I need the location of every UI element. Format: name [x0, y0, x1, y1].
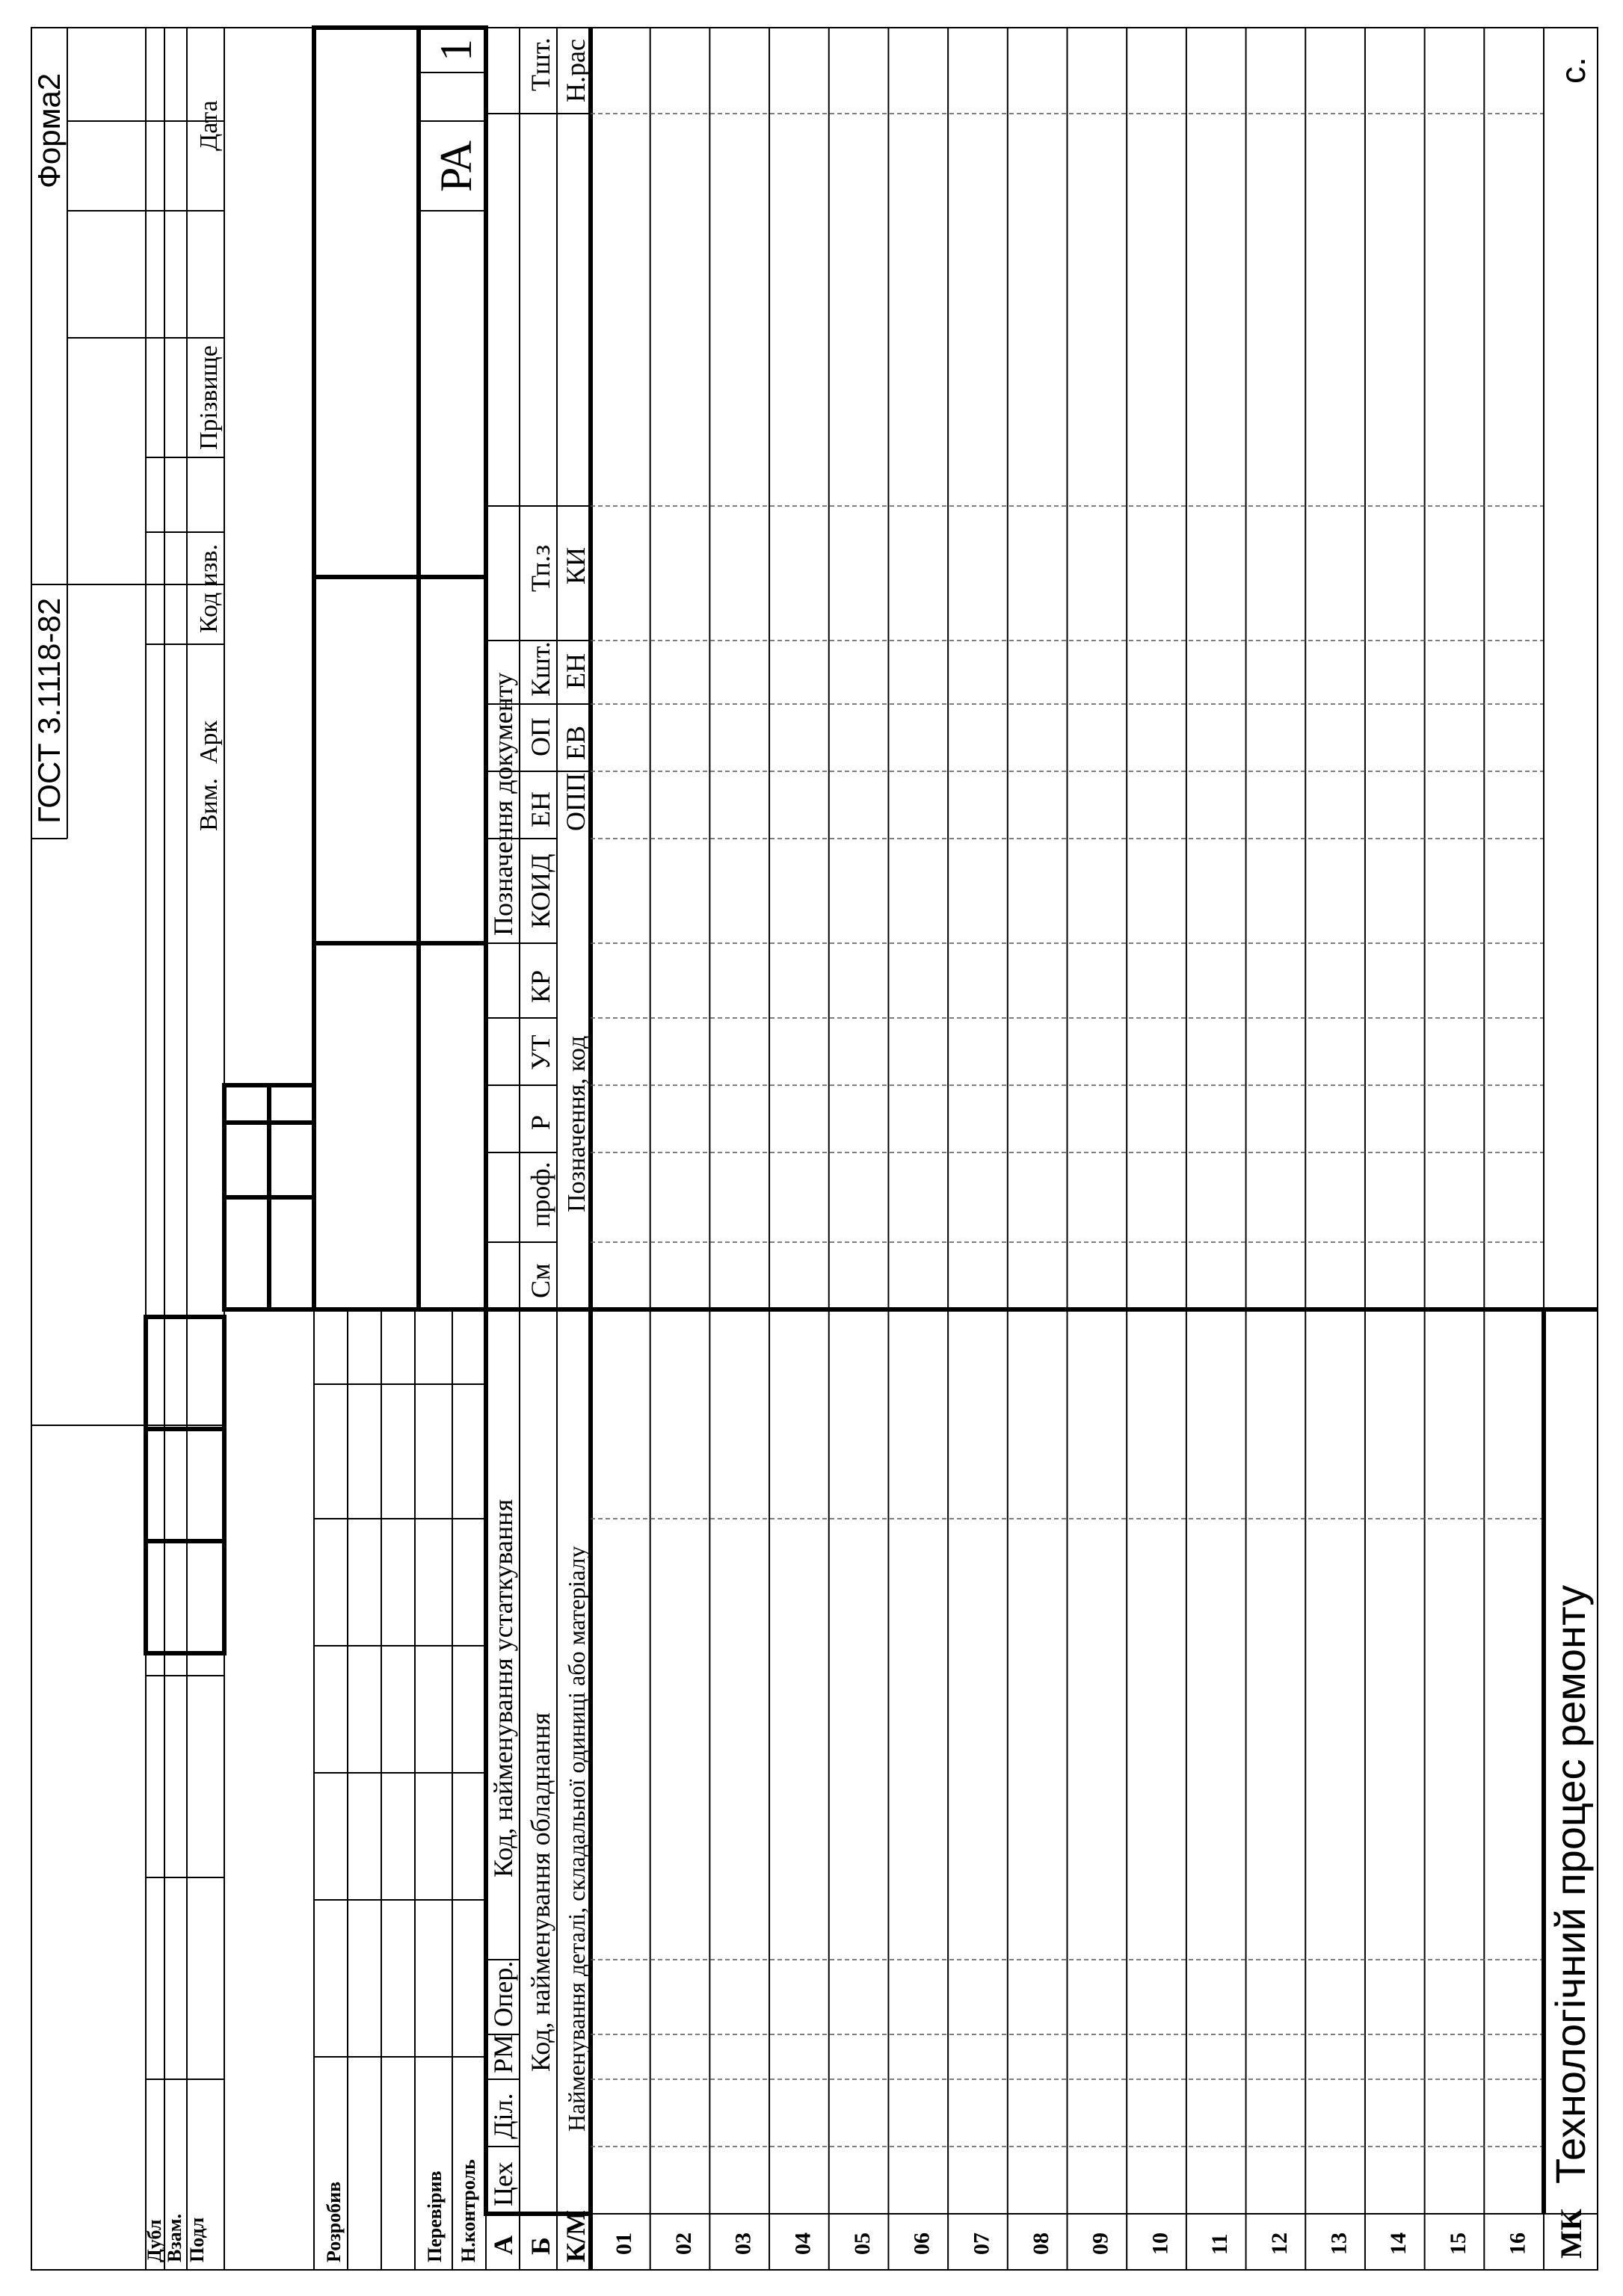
row-number: 09: [1088, 2232, 1113, 2255]
sheet-number: 1: [431, 39, 481, 61]
doc-code: МК: [1554, 2209, 1588, 2259]
outer-frame: [31, 28, 1598, 2270]
header-row-b: [526, 1712, 555, 2255]
podl-label: Подл: [186, 2217, 208, 2262]
row-number: 08: [1029, 2232, 1053, 2255]
row-number: 12: [1266, 2232, 1292, 2255]
row-number: 06: [909, 2232, 934, 2255]
dil-header: Діл.: [488, 2093, 518, 2139]
row-numbers: [612, 2232, 1530, 2255]
poznach-doc-header: Позначення документу: [488, 672, 518, 936]
doc-title: Технологічний процес ремонту: [1547, 1584, 1594, 2184]
row-b-code: Б: [526, 2237, 555, 2255]
koid-header: КОИД: [526, 854, 555, 928]
prof-header: проф.: [526, 1161, 555, 1227]
approvals: [323, 2159, 479, 2262]
rm-header: РМ: [488, 2034, 518, 2073]
kod-izv-label: Код изв.: [195, 544, 223, 633]
data-label: Дата: [195, 100, 223, 151]
nras-header: Н.рас: [561, 39, 591, 102]
r-header: Р: [526, 1114, 555, 1130]
kr-header: КР: [526, 969, 555, 1003]
form-name: Форма2: [31, 72, 67, 188]
row-number: 05: [849, 2232, 875, 2255]
gost-label: ГОСТ 3.1118-82: [31, 597, 67, 824]
ksht-header: Кшт.: [526, 641, 555, 697]
ev-header: ЕВ: [561, 725, 591, 760]
row-number: 02: [671, 2232, 696, 2255]
prizvyshche-label: Прізвище: [195, 345, 223, 450]
ki-header: КИ: [561, 546, 591, 584]
doc-type: РА: [431, 140, 481, 192]
row-number: 13: [1326, 2232, 1352, 2255]
row-number: 01: [612, 2232, 637, 2255]
tsht-header: Тшт.: [526, 37, 555, 91]
row-number: 07: [969, 2232, 994, 2255]
ut-header: УТ: [526, 1034, 555, 1070]
row-number: 10: [1148, 2232, 1173, 2255]
row-km-code: К/М: [561, 2209, 591, 2262]
en2-header: ЕН: [561, 653, 591, 689]
page-label: с.: [1553, 57, 1592, 84]
vzam-label: Взам.: [164, 2214, 185, 2262]
rozrobyv-label: Розробив: [323, 2181, 345, 2262]
tsekh-header: Цех: [488, 2161, 518, 2206]
dubl-label: Дубл: [144, 2219, 165, 2262]
row-a-code: А: [488, 2235, 518, 2255]
op-header: ОП: [526, 718, 555, 756]
oper-header: Опер.: [488, 1960, 518, 2027]
vim-label: Вим.: [195, 778, 223, 831]
ark-label: Арк: [195, 720, 223, 764]
row-number: 16: [1505, 2232, 1530, 2255]
en-header: ЕН: [526, 791, 555, 827]
obladn-header: Код, найменування обладнання: [526, 1712, 555, 2072]
sm-header: См: [526, 1263, 555, 1298]
stamp-labels: [31, 73, 223, 2262]
row-number: 03: [730, 2232, 756, 2255]
row-number: 14: [1386, 2232, 1411, 2255]
detal-header: Найменування деталі, складальної одиниці або матеріалу: [563, 1546, 590, 2132]
row-number: 04: [790, 2232, 816, 2255]
opp-header: ОПП: [561, 773, 591, 831]
header-row-km: [561, 39, 591, 2262]
row-number: 11: [1207, 2233, 1233, 2255]
poznach-kod-header: Позначення, код: [563, 1035, 591, 1212]
nkontrol-label: Н.контроль: [458, 2159, 479, 2262]
perevir-label: Перевірив: [424, 2170, 446, 2262]
row-number: 15: [1445, 2232, 1470, 2255]
ustatk-header: Код, найменування устаткування: [488, 1499, 518, 1877]
tpz-header: Тп.з: [526, 544, 555, 592]
